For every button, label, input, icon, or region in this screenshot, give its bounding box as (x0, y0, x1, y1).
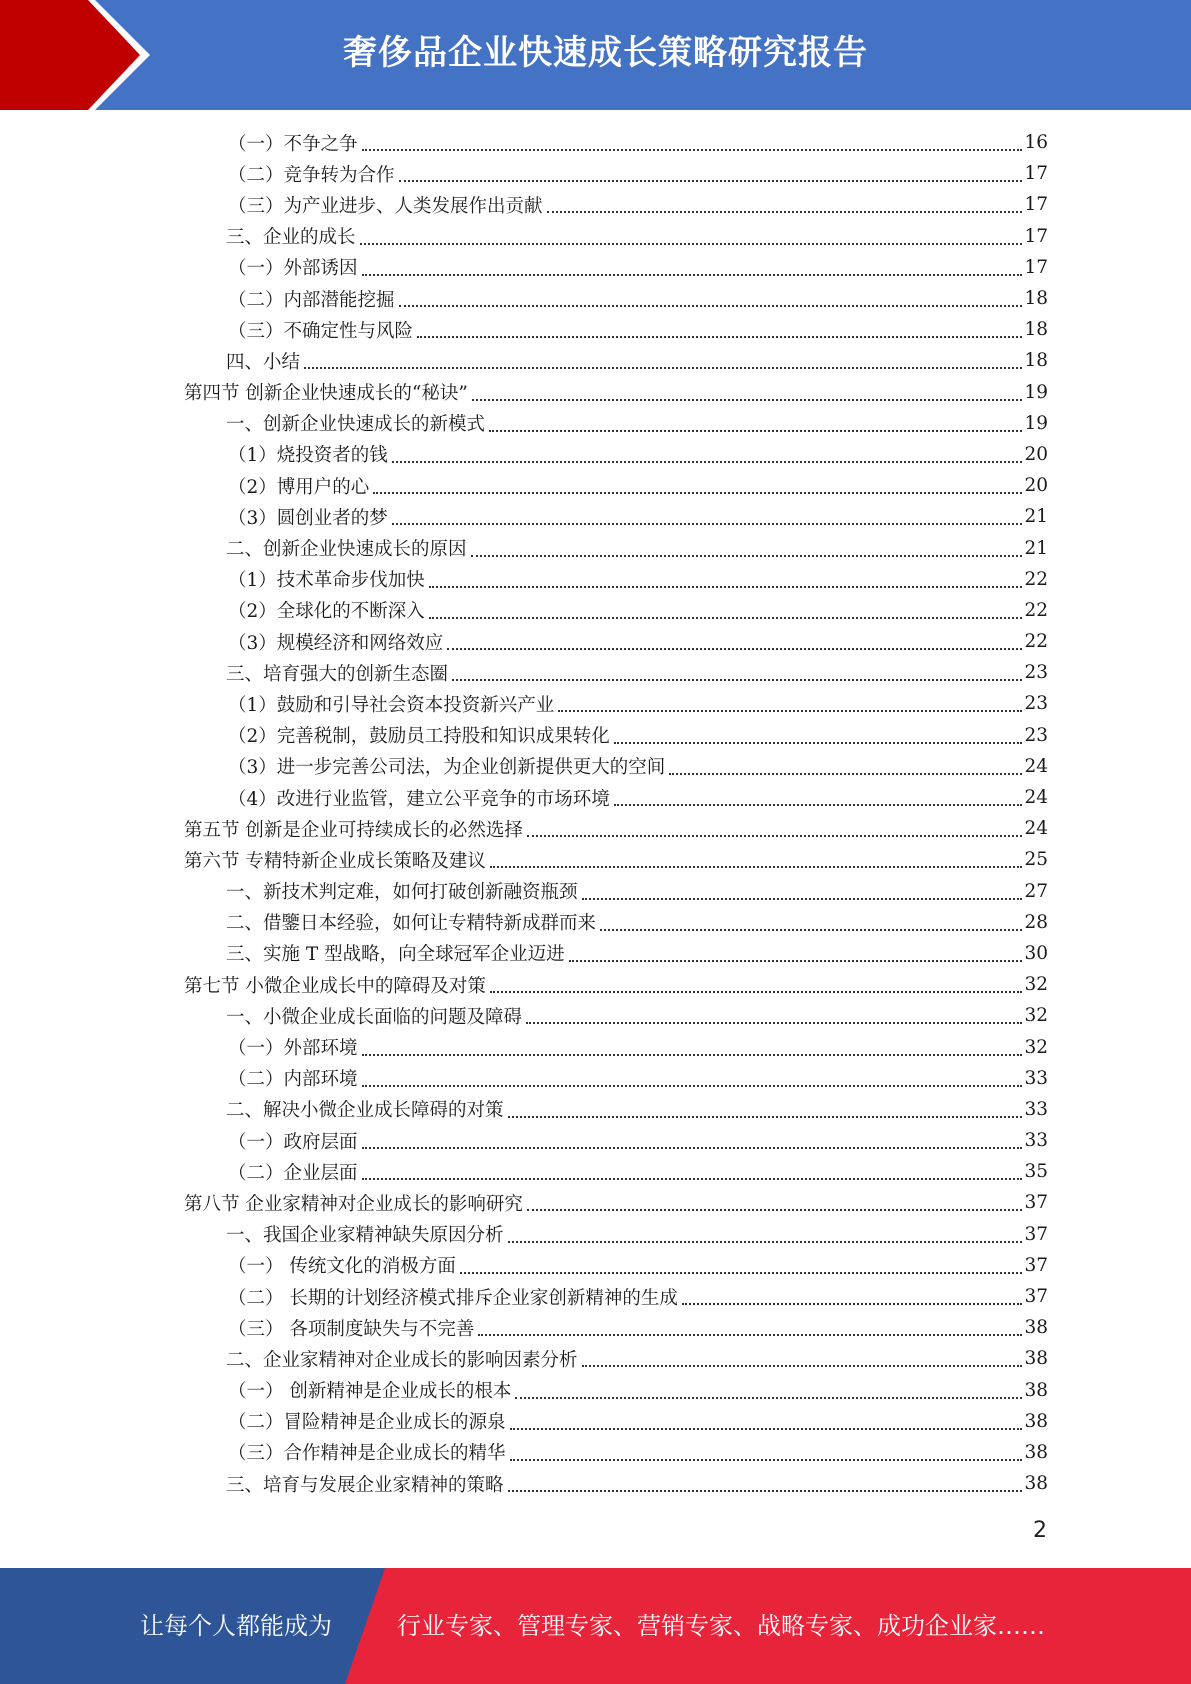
toc-entry-page: 20 (1024, 475, 1048, 497)
toc-entry-title: （二）内部环境 (228, 1069, 358, 1091)
toc-entry-page: 17 (1024, 163, 1048, 185)
toc-entry-page: 23 (1024, 693, 1048, 715)
toc-entry-page: 28 (1024, 911, 1048, 933)
report-title: 奢侈品企业快速成长策略研究报告 (343, 33, 868, 73)
toc-entry-title: 一、小微企业成长面临的问题及障碍 (226, 1006, 523, 1028)
toc-dot-leader (362, 1084, 1023, 1087)
toc-entry-title: 二、企业家精神对企业成长的影响因素分析 (226, 1349, 578, 1371)
toc-entry[interactable] (184, 439, 1048, 470)
toc-entry[interactable] (184, 751, 1048, 782)
toc-entry-title: （一）外部环境 (228, 1038, 358, 1060)
toc-entry[interactable] (184, 314, 1048, 345)
toc-entry[interactable] (184, 813, 1048, 844)
toc-entry[interactable] (184, 1437, 1048, 1468)
toc-entry-page: 38 (1024, 1441, 1048, 1463)
toc-entry-page: 22 (1024, 599, 1048, 621)
footer-banner (0, 1568, 1191, 1684)
toc-entry-title: 二、创新企业快速成长的原因 (226, 539, 467, 561)
toc-entry[interactable] (184, 345, 1048, 376)
toc-entry-title: （三）为产业进步、人类发展作出贡献 (228, 195, 543, 217)
toc-entry[interactable] (184, 1406, 1048, 1437)
toc-entry-page: 32 (1024, 1005, 1048, 1027)
toc-entry-page: 17 (1024, 194, 1048, 216)
toc-entry[interactable] (184, 1063, 1048, 1094)
toc-entry[interactable] (184, 1156, 1048, 1187)
toc-entry[interactable] (184, 158, 1048, 189)
toc-entry[interactable] (184, 688, 1048, 719)
toc-dot-leader (582, 1364, 1023, 1367)
toc-entry-title: （3）圆创业者的梦 (228, 507, 388, 529)
toc-entry-title: （一） 传统文化的消极方面 (228, 1256, 456, 1278)
toc-entry-page: 22 (1024, 631, 1048, 653)
toc-entry-page: 19 (1024, 412, 1048, 434)
toc-entry[interactable] (184, 1343, 1048, 1374)
toc-dot-leader (429, 616, 1023, 619)
toc-dot-leader (569, 959, 1023, 962)
toc-entry[interactable] (184, 595, 1048, 626)
page-number: 2 (1033, 1518, 1047, 1543)
toc-entry[interactable] (184, 1375, 1048, 1406)
toc-entry-title: 第四节 创新企业快速成长的“秘诀” (184, 383, 468, 405)
toc-dot-leader (399, 179, 1023, 182)
toc-entry[interactable] (184, 626, 1048, 657)
toc-dot-leader (614, 803, 1023, 806)
toc-entry-title: 二、借鑒日本经验，如何让专精特新成群而来 (226, 913, 597, 935)
table-of-contents (184, 127, 1048, 1499)
toc-entry[interactable] (184, 1468, 1048, 1499)
toc-entry[interactable] (184, 1219, 1048, 1250)
toc-dot-leader (547, 210, 1023, 213)
toc-entry-title: （二）冒险精神是企业成长的源泉 (228, 1412, 506, 1434)
toc-entry[interactable] (184, 1125, 1048, 1156)
toc-dot-leader (490, 865, 1023, 868)
toc-dot-leader (489, 429, 1022, 432)
toc-entry-page: 27 (1024, 880, 1048, 902)
toc-entry[interactable] (184, 252, 1048, 283)
toc-dot-leader (515, 1396, 1022, 1399)
footer-slogan-right: 行业专家、管理专家、营销专家、战略专家、成功企业家…… (397, 1612, 1045, 1640)
toc-entry-title: （二）内部潜能挖掘 (228, 289, 395, 311)
toc-entry-title: 一、新技术判定难，如何打破创新融资瓶颈 (226, 882, 578, 904)
toc-entry-title: 二、解决小微企业成长障碍的对策 (226, 1100, 504, 1122)
toc-entry-title: （三）不确定性与风险 (228, 320, 414, 342)
toc-entry-page: 33 (1024, 1098, 1048, 1120)
toc-entry-title: （2）全球化的不断深入 (228, 601, 425, 623)
toc-entry-title: 一、创新企业快速成长的新模式 (226, 414, 486, 436)
toc-entry-page: 18 (1024, 319, 1048, 341)
toc-entry-page: 37 (1024, 1192, 1048, 1214)
toc-dot-leader (362, 1053, 1023, 1056)
toc-dot-leader (582, 897, 1023, 900)
toc-entry-page: 37 (1024, 1223, 1048, 1245)
toc-entry-title: （2）完善税制，鼓励员工持股和知识成果转化 (228, 726, 610, 748)
toc-dot-leader (508, 1489, 1023, 1492)
toc-dot-leader (460, 1271, 1023, 1274)
toc-entry[interactable] (184, 283, 1048, 314)
toc-entry-title: （一）不争之争 (228, 133, 358, 155)
toc-dot-leader (362, 148, 1023, 151)
toc-entry-title: 三、培育与发展企业家精神的策略 (226, 1474, 504, 1496)
toc-entry[interactable] (184, 532, 1048, 563)
toc-entry-page: 22 (1024, 568, 1048, 590)
toc-entry[interactable] (184, 189, 1048, 220)
toc-dot-leader (452, 678, 1022, 681)
toc-entry[interactable] (184, 1281, 1048, 1312)
toc-entry-page: 24 (1024, 818, 1048, 840)
toc-entry-title: 第六节 专精特新企业成长策略及建议 (184, 850, 486, 872)
toc-entry-page: 24 (1024, 755, 1048, 777)
toc-entry-page: 20 (1024, 443, 1048, 465)
toc-dot-leader (527, 1208, 1023, 1211)
toc-entry-page: 33 (1024, 1130, 1048, 1152)
toc-entry-title: （4）改进行业监管，建立公平竞争的市场环境 (228, 788, 610, 810)
toc-entry-title: （1）烧投资者的钱 (228, 445, 388, 467)
toc-entry-page: 32 (1024, 974, 1048, 996)
toc-dot-leader (392, 460, 1023, 463)
toc-entry-title: （三） 各项制度缺失与不完善 (228, 1318, 475, 1340)
toc-entry-title: （3）进一步完善公司法，为企业创新提供更大的空间 (228, 757, 666, 779)
toc-entry-page: 17 (1024, 225, 1048, 247)
toc-entry-title: （1）技术革命步伐加快 (228, 570, 425, 592)
toc-dot-leader (304, 366, 1022, 369)
toc-dot-leader (362, 1177, 1023, 1180)
toc-entry[interactable] (184, 564, 1048, 595)
toc-entry[interactable] (184, 907, 1048, 938)
toc-entry[interactable] (184, 844, 1048, 875)
toc-entry-title: （一） 创新精神是企业成长的根本 (228, 1381, 512, 1403)
toc-entry[interactable] (184, 876, 1048, 907)
toc-entry-title: （3）规模经济和网络效应 (228, 632, 444, 654)
toc-dot-leader (614, 741, 1023, 744)
toc-entry-page: 35 (1024, 1161, 1048, 1183)
toc-entry[interactable] (184, 1031, 1048, 1062)
toc-entry-page: 38 (1024, 1348, 1048, 1370)
toc-entry-page: 25 (1024, 849, 1048, 871)
toc-dot-leader (472, 398, 1023, 401)
toc-entry-title: （二）竞争转为合作 (228, 164, 395, 186)
toc-entry-page: 38 (1024, 1379, 1048, 1401)
toc-entry[interactable] (184, 127, 1048, 158)
toc-entry[interactable] (184, 377, 1048, 408)
toc-dot-leader (399, 304, 1023, 307)
toc-entry-title: （1）鼓励和引导社会资本投资新兴产业 (228, 694, 555, 716)
toc-entry-page: 37 (1024, 1254, 1048, 1276)
toc-entry[interactable] (184, 657, 1048, 688)
toc-entry-page: 32 (1024, 1036, 1048, 1058)
toc-dot-leader (478, 1333, 1022, 1336)
toc-entry-title: 一、我国企业家精神缺失原因分析 (226, 1225, 504, 1247)
toc-dot-leader (527, 834, 1023, 837)
toc-dot-leader (429, 585, 1023, 588)
toc-entry[interactable] (184, 1000, 1048, 1031)
toc-entry-page: 30 (1024, 942, 1048, 964)
toc-dot-leader (508, 1115, 1023, 1118)
toc-entry-title: （2）博用户的心 (228, 476, 370, 498)
toc-dot-leader (526, 1021, 1022, 1024)
toc-entry-page: 38 (1024, 1410, 1048, 1432)
toc-dot-leader (362, 273, 1023, 276)
toc-dot-leader (682, 1302, 1023, 1305)
toc-entry[interactable] (184, 720, 1048, 751)
toc-dot-leader (471, 554, 1023, 557)
toc-entry-title: 三、培育强大的创新生态圈 (226, 663, 449, 685)
toc-entry-page: 19 (1024, 381, 1048, 403)
toc-entry-page: 18 (1024, 350, 1048, 372)
toc-entry-page: 23 (1024, 662, 1048, 684)
header-banner (0, 0, 1191, 110)
toc-entry-title: 三、企业的成长 (226, 227, 356, 249)
toc-entry-title: （二） 长期的计划经济模式排斥企业家创新精神的生成 (228, 1287, 678, 1309)
toc-entry-page: 17 (1024, 256, 1048, 278)
toc-entry-page: 21 (1024, 537, 1048, 559)
toc-entry-title: （一）政府层面 (228, 1131, 358, 1153)
toc-entry-title: 第八节 企业家精神对企业成长的影响研究 (184, 1193, 523, 1215)
toc-entry-page: 18 (1024, 288, 1048, 310)
toc-dot-leader (490, 990, 1023, 993)
toc-entry-title: （三）合作精神是企业成长的精华 (228, 1443, 506, 1465)
toc-entry-title: 四、小结 (226, 351, 301, 373)
toc-entry-page: 33 (1024, 1067, 1048, 1089)
toc-dot-leader (392, 522, 1023, 525)
toc-entry-page: 38 (1024, 1473, 1048, 1495)
toc-entry[interactable] (184, 470, 1048, 501)
toc-entry[interactable] (184, 782, 1048, 813)
toc-dot-leader (669, 772, 1022, 775)
toc-entry-page: 16 (1024, 132, 1048, 154)
toc-entry[interactable] (184, 501, 1048, 532)
toc-entry-page: 38 (1024, 1317, 1048, 1339)
toc-dot-leader (558, 709, 1022, 712)
toc-entry[interactable] (184, 408, 1048, 439)
toc-entry-page: 21 (1024, 506, 1048, 528)
toc-dot-leader (447, 647, 1022, 650)
toc-dot-leader (362, 1146, 1023, 1149)
toc-entry-title: 三、实施 T 型战略，向全球冠军企业迈进 (226, 944, 565, 966)
toc-entry-page: 23 (1024, 724, 1048, 746)
toc-dot-leader (508, 1240, 1023, 1243)
toc-dot-leader (600, 928, 1022, 931)
toc-dot-leader (360, 242, 1023, 245)
toc-dot-leader (510, 1427, 1023, 1430)
toc-dot-leader (373, 491, 1022, 494)
toc-dot-leader (417, 335, 1022, 338)
toc-entry-title: （二）企业层面 (228, 1162, 358, 1184)
toc-entry-title: 第五节 创新是企业可持续成长的必然选择 (184, 819, 523, 841)
toc-entry-title: 第七节 小微企业成长中的障碍及对策 (184, 975, 486, 997)
toc-entry[interactable] (184, 221, 1048, 252)
toc-entry[interactable] (184, 1250, 1048, 1281)
toc-entry-page: 37 (1024, 1286, 1048, 1308)
toc-entry[interactable] (184, 1187, 1048, 1218)
footer-slogan-left: 让每个人都能成为 (140, 1612, 332, 1640)
toc-entry-page: 24 (1024, 787, 1048, 809)
toc-entry[interactable] (184, 1312, 1048, 1343)
toc-dot-leader (510, 1458, 1023, 1461)
toc-entry[interactable] (184, 1094, 1048, 1125)
toc-entry[interactable] (184, 969, 1048, 1000)
toc-entry[interactable] (184, 938, 1048, 969)
toc-entry-title: （一）外部诱因 (228, 258, 358, 280)
